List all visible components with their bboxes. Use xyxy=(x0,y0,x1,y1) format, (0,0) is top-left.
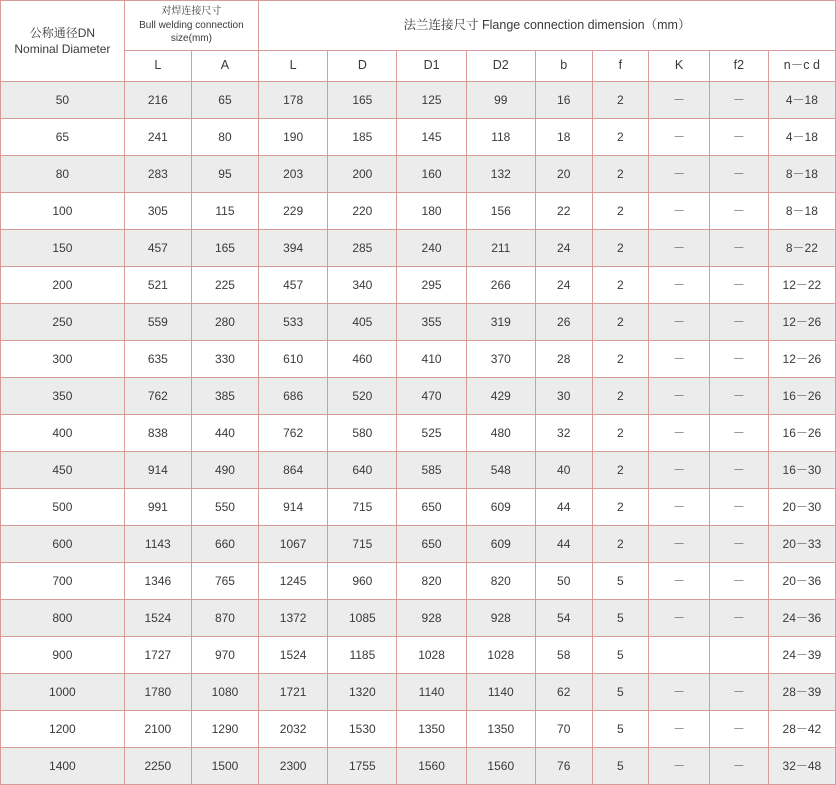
cell-flange-f2: － xyxy=(710,118,769,155)
cell-flange-L: 178 xyxy=(259,81,328,118)
cell-dn: 300 xyxy=(1,340,125,377)
cell-flange-ncd: 16－30 xyxy=(768,451,835,488)
cell-flange-D2: 1028 xyxy=(466,636,535,673)
cell-flange-D1: 585 xyxy=(397,451,466,488)
cell-butt-A: 95 xyxy=(191,155,258,192)
cell-butt-A: 490 xyxy=(191,451,258,488)
cell-flange-D2: 820 xyxy=(466,562,535,599)
cell-flange-b: 28 xyxy=(535,340,592,377)
col-flange-D1: D1 xyxy=(397,50,466,81)
cell-butt-A: 765 xyxy=(191,562,258,599)
cell-flange-ncd: 20－30 xyxy=(768,488,835,525)
cell-flange-f2: － xyxy=(710,81,769,118)
cell-flange-D: 1530 xyxy=(328,710,397,747)
cell-flange-f: 2 xyxy=(592,525,649,562)
cell-flange-f: 5 xyxy=(592,673,649,710)
cell-flange-f: 2 xyxy=(592,303,649,340)
cell-flange-f: 5 xyxy=(592,747,649,784)
cell-butt-L: 521 xyxy=(124,266,191,303)
cell-flange-ncd: 24－39 xyxy=(768,636,835,673)
cell-flange-D2: 156 xyxy=(466,192,535,229)
cell-butt-L: 559 xyxy=(124,303,191,340)
cell-dn: 400 xyxy=(1,414,125,451)
cell-flange-D: 405 xyxy=(328,303,397,340)
header-butt-welding-en: Bull welding connection size(mm) xyxy=(139,19,244,44)
cell-flange-ncd: 28－39 xyxy=(768,673,835,710)
cell-flange-D1: 1560 xyxy=(397,747,466,784)
header-flange-group xyxy=(259,1,836,51)
table-row xyxy=(1,747,836,784)
cell-flange-ncd: 32－48 xyxy=(768,747,835,784)
cell-flange-D1: 355 xyxy=(397,303,466,340)
cell-flange-K: － xyxy=(649,562,710,599)
cell-flange-D2: 609 xyxy=(466,488,535,525)
cell-flange-f2: － xyxy=(710,488,769,525)
cell-flange-D2: 132 xyxy=(466,155,535,192)
cell-flange-L: 2032 xyxy=(259,710,328,747)
cell-flange-D: 520 xyxy=(328,377,397,414)
cell-flange-D1: 820 xyxy=(397,562,466,599)
table-row xyxy=(1,636,836,673)
cell-flange-D: 340 xyxy=(328,266,397,303)
cell-flange-D1: 240 xyxy=(397,229,466,266)
table-row xyxy=(1,377,836,414)
header-nominal-diameter-en: Nominal Diameter xyxy=(14,41,111,56)
cell-flange-K: － xyxy=(649,747,710,784)
cell-flange-K: － xyxy=(649,488,710,525)
cell-flange-L: 457 xyxy=(259,266,328,303)
cell-flange-K: － xyxy=(649,525,710,562)
cell-flange-D1: 1140 xyxy=(397,673,466,710)
cell-flange-L: 610 xyxy=(259,340,328,377)
cell-flange-b: 44 xyxy=(535,525,592,562)
cell-dn: 900 xyxy=(1,636,125,673)
col-butt-L: L xyxy=(124,50,191,81)
cell-flange-ncd: 16－26 xyxy=(768,377,835,414)
cell-flange-D: 1185 xyxy=(328,636,397,673)
table-row xyxy=(1,525,836,562)
table-row xyxy=(1,488,836,525)
table-row xyxy=(1,340,836,377)
cell-flange-f2: － xyxy=(710,229,769,266)
header-flange-label: 法兰连接尺寸 Flange connection dimension（mm） xyxy=(403,17,691,32)
cell-butt-L: 991 xyxy=(124,488,191,525)
table-row xyxy=(1,303,836,340)
cell-flange-f: 2 xyxy=(592,118,649,155)
cell-dn: 100 xyxy=(1,192,125,229)
cell-dn: 250 xyxy=(1,303,125,340)
cell-flange-K: － xyxy=(649,266,710,303)
cell-flange-D1: 295 xyxy=(397,266,466,303)
cell-flange-K: － xyxy=(649,451,710,488)
cell-flange-f2: － xyxy=(710,747,769,784)
cell-flange-D: 580 xyxy=(328,414,397,451)
cell-flange-L: 2300 xyxy=(259,747,328,784)
cell-butt-A: 385 xyxy=(191,377,258,414)
cell-flange-ncd: 12－22 xyxy=(768,266,835,303)
cell-flange-f2: － xyxy=(710,192,769,229)
cell-butt-L: 2250 xyxy=(124,747,191,784)
table-row xyxy=(1,710,836,747)
cell-flange-f2: － xyxy=(710,414,769,451)
cell-flange-f: 2 xyxy=(592,229,649,266)
cell-butt-A: 80 xyxy=(191,118,258,155)
cell-flange-D1: 1350 xyxy=(397,710,466,747)
cell-butt-L: 635 xyxy=(124,340,191,377)
header-butt-welding-group xyxy=(124,1,258,51)
cell-butt-L: 914 xyxy=(124,451,191,488)
cell-flange-f: 2 xyxy=(592,266,649,303)
cell-dn: 200 xyxy=(1,266,125,303)
col-flange-L: L xyxy=(259,50,328,81)
cell-flange-D: 1755 xyxy=(328,747,397,784)
cell-flange-K: － xyxy=(649,118,710,155)
cell-flange-L: 1721 xyxy=(259,673,328,710)
table-body xyxy=(1,81,836,784)
cell-flange-ncd: 20－33 xyxy=(768,525,835,562)
table-row xyxy=(1,81,836,118)
header-group-row xyxy=(1,1,836,51)
cell-flange-ncd: 4－18 xyxy=(768,118,835,155)
cell-dn: 1000 xyxy=(1,673,125,710)
cell-flange-f2: － xyxy=(710,599,769,636)
cell-flange-K: － xyxy=(649,599,710,636)
col-flange-b: b xyxy=(535,50,592,81)
cell-flange-b: 54 xyxy=(535,599,592,636)
cell-flange-L: 1524 xyxy=(259,636,328,673)
cell-flange-D1: 125 xyxy=(397,81,466,118)
cell-flange-D2: 118 xyxy=(466,118,535,155)
cell-flange-b: 44 xyxy=(535,488,592,525)
cell-flange-ncd: 20－36 xyxy=(768,562,835,599)
cell-flange-D: 200 xyxy=(328,155,397,192)
cell-flange-f: 2 xyxy=(592,81,649,118)
col-flange-f: f xyxy=(592,50,649,81)
cell-dn: 150 xyxy=(1,229,125,266)
cell-dn: 50 xyxy=(1,81,125,118)
table-header xyxy=(1,1,836,82)
cell-flange-ncd: 16－26 xyxy=(768,414,835,451)
cell-flange-K: － xyxy=(649,229,710,266)
cell-flange-D1: 525 xyxy=(397,414,466,451)
cell-flange-D2: 1140 xyxy=(466,673,535,710)
table-row xyxy=(1,118,836,155)
cell-flange-ncd: 4－18 xyxy=(768,81,835,118)
cell-flange-b: 22 xyxy=(535,192,592,229)
cell-butt-L: 283 xyxy=(124,155,191,192)
cell-butt-A: 1500 xyxy=(191,747,258,784)
cell-flange-L: 1245 xyxy=(259,562,328,599)
cell-flange-D: 165 xyxy=(328,81,397,118)
cell-flange-b: 24 xyxy=(535,266,592,303)
cell-dn: 80 xyxy=(1,155,125,192)
cell-flange-L: 533 xyxy=(259,303,328,340)
table-row xyxy=(1,414,836,451)
cell-flange-f: 5 xyxy=(592,636,649,673)
cell-flange-f2: － xyxy=(710,340,769,377)
cell-flange-D2: 548 xyxy=(466,451,535,488)
cell-butt-L: 216 xyxy=(124,81,191,118)
header-column-row xyxy=(1,50,836,81)
cell-flange-ncd: 12－26 xyxy=(768,303,835,340)
cell-flange-K: － xyxy=(649,414,710,451)
cell-flange-b: 26 xyxy=(535,303,592,340)
header-nominal-diameter-cn: 公称通径DN xyxy=(29,25,96,40)
col-flange-D2: D2 xyxy=(466,50,535,81)
cell-flange-b: 50 xyxy=(535,562,592,599)
cell-dn: 500 xyxy=(1,488,125,525)
cell-flange-D: 460 xyxy=(328,340,397,377)
cell-flange-b: 62 xyxy=(535,673,592,710)
cell-flange-D: 960 xyxy=(328,562,397,599)
cell-flange-D2: 429 xyxy=(466,377,535,414)
cell-flange-D2: 1560 xyxy=(466,747,535,784)
cell-flange-f2: － xyxy=(710,303,769,340)
cell-flange-K: － xyxy=(649,192,710,229)
cell-flange-f: 5 xyxy=(592,599,649,636)
cell-flange-D2: 928 xyxy=(466,599,535,636)
cell-flange-b: 58 xyxy=(535,636,592,673)
cell-flange-f2 xyxy=(710,636,769,673)
col-butt-A: A xyxy=(191,50,258,81)
cell-flange-D: 715 xyxy=(328,488,397,525)
cell-dn: 450 xyxy=(1,451,125,488)
cell-flange-D2: 266 xyxy=(466,266,535,303)
cell-flange-f: 2 xyxy=(592,340,649,377)
cell-flange-D2: 609 xyxy=(466,525,535,562)
cell-butt-A: 330 xyxy=(191,340,258,377)
cell-flange-D: 1320 xyxy=(328,673,397,710)
cell-flange-D: 715 xyxy=(328,525,397,562)
cell-flange-f: 5 xyxy=(592,562,649,599)
cell-flange-K xyxy=(649,636,710,673)
cell-butt-L: 1780 xyxy=(124,673,191,710)
cell-flange-D1: 145 xyxy=(397,118,466,155)
cell-flange-ncd: 28－42 xyxy=(768,710,835,747)
cell-flange-b: 70 xyxy=(535,710,592,747)
cell-butt-A: 1080 xyxy=(191,673,258,710)
cell-flange-D1: 410 xyxy=(397,340,466,377)
cell-flange-L: 762 xyxy=(259,414,328,451)
cell-flange-K: － xyxy=(649,155,710,192)
cell-flange-f2: － xyxy=(710,266,769,303)
cell-flange-D2: 1350 xyxy=(466,710,535,747)
cell-flange-f2: － xyxy=(710,525,769,562)
cell-flange-K: － xyxy=(649,340,710,377)
cell-flange-D2: 480 xyxy=(466,414,535,451)
cell-butt-L: 241 xyxy=(124,118,191,155)
cell-flange-f2: － xyxy=(710,155,769,192)
table-row xyxy=(1,192,836,229)
header-butt-welding-cn: 对焊连接尺寸 xyxy=(161,6,222,17)
cell-flange-L: 1372 xyxy=(259,599,328,636)
cell-flange-D: 285 xyxy=(328,229,397,266)
table-row xyxy=(1,155,836,192)
cell-flange-b: 76 xyxy=(535,747,592,784)
table-row xyxy=(1,562,836,599)
cell-butt-A: 115 xyxy=(191,192,258,229)
cell-butt-L: 1346 xyxy=(124,562,191,599)
cell-butt-L: 838 xyxy=(124,414,191,451)
table-row xyxy=(1,673,836,710)
cell-flange-b: 32 xyxy=(535,414,592,451)
cell-flange-f2: － xyxy=(710,377,769,414)
cell-butt-A: 65 xyxy=(191,81,258,118)
cell-flange-f2: － xyxy=(710,562,769,599)
cell-butt-L: 1727 xyxy=(124,636,191,673)
cell-flange-L: 864 xyxy=(259,451,328,488)
cell-flange-K: － xyxy=(649,673,710,710)
cell-flange-f2: － xyxy=(710,451,769,488)
cell-flange-b: 24 xyxy=(535,229,592,266)
cell-flange-L: 686 xyxy=(259,377,328,414)
cell-butt-A: 550 xyxy=(191,488,258,525)
cell-flange-D2: 211 xyxy=(466,229,535,266)
cell-butt-L: 762 xyxy=(124,377,191,414)
cell-flange-K: － xyxy=(649,377,710,414)
cell-butt-L: 1143 xyxy=(124,525,191,562)
cell-flange-D1: 1028 xyxy=(397,636,466,673)
cell-flange-f: 2 xyxy=(592,377,649,414)
cell-flange-D: 185 xyxy=(328,118,397,155)
cell-flange-b: 20 xyxy=(535,155,592,192)
cell-flange-f: 2 xyxy=(592,488,649,525)
cell-flange-f2: － xyxy=(710,673,769,710)
cell-flange-D: 640 xyxy=(328,451,397,488)
cell-butt-A: 660 xyxy=(191,525,258,562)
cell-flange-ncd: 8－18 xyxy=(768,192,835,229)
cell-butt-L: 457 xyxy=(124,229,191,266)
cell-flange-ncd: 8－18 xyxy=(768,155,835,192)
table-row xyxy=(1,599,836,636)
cell-flange-K: － xyxy=(649,81,710,118)
cell-flange-L: 1067 xyxy=(259,525,328,562)
cell-dn: 1400 xyxy=(1,747,125,784)
cell-flange-D: 220 xyxy=(328,192,397,229)
cell-flange-b: 40 xyxy=(535,451,592,488)
cell-flange-f: 2 xyxy=(592,155,649,192)
table-row xyxy=(1,451,836,488)
cell-flange-D1: 928 xyxy=(397,599,466,636)
cell-flange-D1: 470 xyxy=(397,377,466,414)
cell-dn: 600 xyxy=(1,525,125,562)
cell-flange-D: 1085 xyxy=(328,599,397,636)
cell-butt-A: 440 xyxy=(191,414,258,451)
cell-flange-b: 16 xyxy=(535,81,592,118)
cell-flange-D2: 319 xyxy=(466,303,535,340)
cell-flange-L: 394 xyxy=(259,229,328,266)
cell-butt-A: 1290 xyxy=(191,710,258,747)
cell-butt-A: 165 xyxy=(191,229,258,266)
cell-flange-ncd: 24－36 xyxy=(768,599,835,636)
cell-flange-D1: 160 xyxy=(397,155,466,192)
cell-flange-b: 18 xyxy=(535,118,592,155)
cell-butt-L: 1524 xyxy=(124,599,191,636)
col-flange-ncd: n－c d xyxy=(768,50,835,81)
cell-dn: 350 xyxy=(1,377,125,414)
cell-flange-L: 203 xyxy=(259,155,328,192)
cell-flange-f2: － xyxy=(710,710,769,747)
cell-dn: 700 xyxy=(1,562,125,599)
cell-butt-A: 280 xyxy=(191,303,258,340)
cell-flange-L: 190 xyxy=(259,118,328,155)
cell-flange-D1: 180 xyxy=(397,192,466,229)
cell-flange-D2: 99 xyxy=(466,81,535,118)
cell-butt-A: 870 xyxy=(191,599,258,636)
cell-flange-b: 30 xyxy=(535,377,592,414)
cell-flange-K: － xyxy=(649,710,710,747)
table-row xyxy=(1,229,836,266)
cell-flange-D2: 370 xyxy=(466,340,535,377)
cell-butt-A: 970 xyxy=(191,636,258,673)
cell-flange-L: 914 xyxy=(259,488,328,525)
cell-flange-K: － xyxy=(649,303,710,340)
cell-flange-D1: 650 xyxy=(397,488,466,525)
cell-flange-f: 2 xyxy=(592,414,649,451)
cell-dn: 800 xyxy=(1,599,125,636)
cell-flange-ncd: 12－26 xyxy=(768,340,835,377)
cell-flange-f: 2 xyxy=(592,192,649,229)
cell-dn: 1200 xyxy=(1,710,125,747)
cell-flange-L: 229 xyxy=(259,192,328,229)
col-flange-K: K xyxy=(649,50,710,81)
cell-dn: 65 xyxy=(1,118,125,155)
cell-flange-D1: 650 xyxy=(397,525,466,562)
cell-flange-f: 2 xyxy=(592,451,649,488)
cell-butt-A: 225 xyxy=(191,266,258,303)
cell-butt-L: 2100 xyxy=(124,710,191,747)
table-row xyxy=(1,266,836,303)
header-nominal-diameter xyxy=(1,1,125,82)
col-flange-D: D xyxy=(328,50,397,81)
cell-flange-f: 5 xyxy=(592,710,649,747)
cell-flange-ncd: 8－22 xyxy=(768,229,835,266)
col-flange-f2: f2 xyxy=(710,50,769,81)
cell-butt-L: 305 xyxy=(124,192,191,229)
